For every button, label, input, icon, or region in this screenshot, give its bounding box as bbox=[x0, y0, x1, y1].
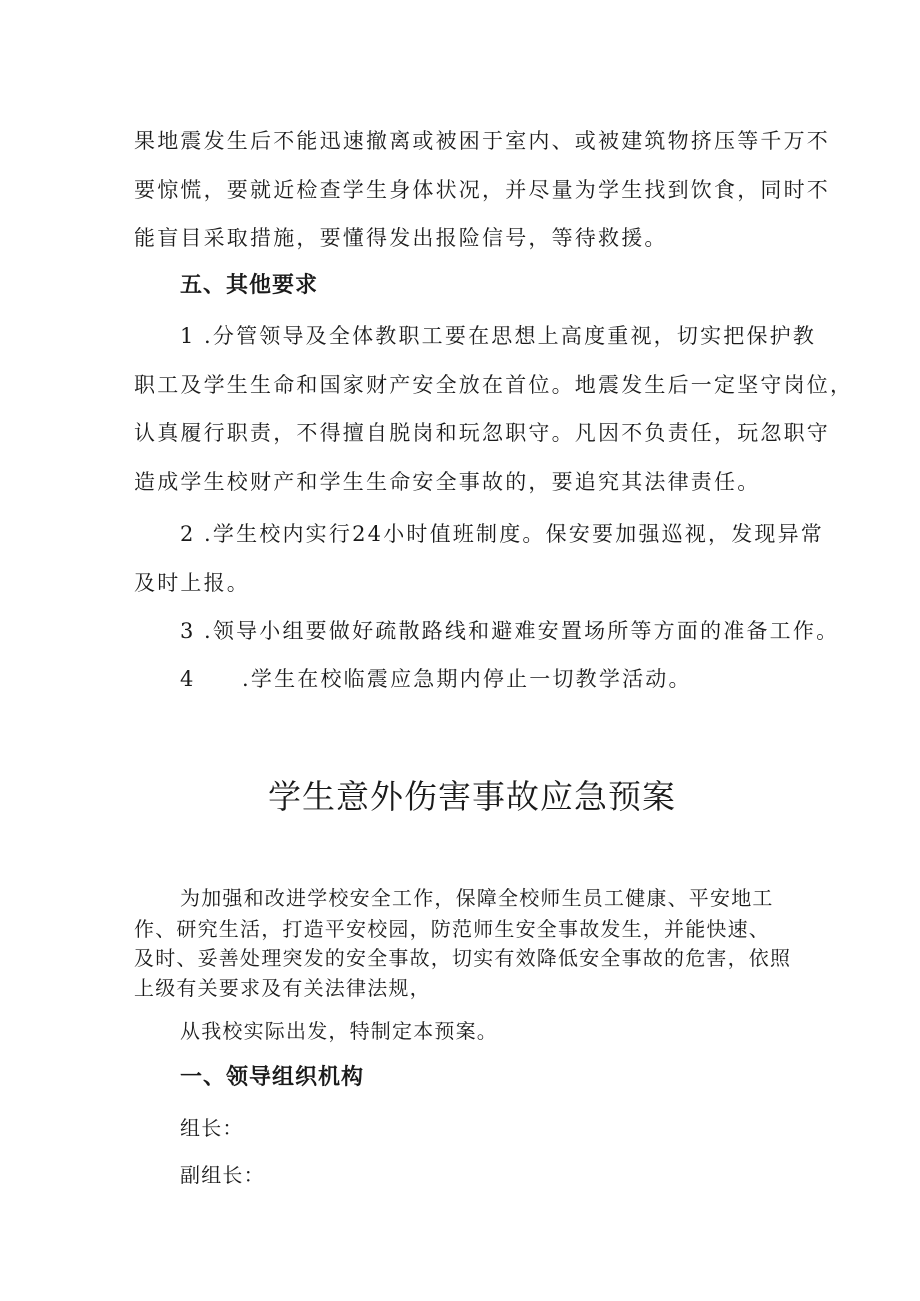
paragraph-line: 及时上报。 bbox=[134, 571, 250, 595]
paragraph-line: 能盲目采取措施，要懂得发出报险信号，等待救援。 bbox=[134, 226, 668, 250]
list-item-text: .学生校内实行24小时值班制度。保安要加强巡视，发现异常 bbox=[204, 522, 824, 546]
section-heading-other-requirements: 五、其他要求 bbox=[180, 273, 319, 298]
list-item bbox=[180, 518, 824, 548]
paragraph-line: 造成学生校财产和学生生命安全事故的，要追究其法律责任。 bbox=[134, 470, 761, 494]
paragraph-line: 果地震发生后不能迅速撤离或被困于室内、或被建筑物挤压等千万不 bbox=[134, 129, 830, 153]
list-item bbox=[180, 615, 839, 645]
list-item-number: 3 bbox=[180, 619, 196, 643]
section-heading-leadership: 一、领导组织机构 bbox=[180, 1065, 365, 1090]
document-title: 学生意外伤害事故应急预案 bbox=[268, 777, 676, 816]
paragraph-line: 及时、妥善处理突发的安全事故，切实有效降低安全事故的危害，依照 bbox=[134, 946, 792, 970]
list-item-text: .领导小组要做好疏散路线和避难安置场所等方面的准备工作。 bbox=[204, 619, 840, 643]
list-item-number: 1 bbox=[180, 324, 196, 348]
paragraph-line: 从我校实际出发，特制定本预案。 bbox=[180, 1019, 498, 1043]
paragraph-line: 要惊慌，要就近检查学生身体状况，并尽量为学生找到饮食，同时不 bbox=[134, 178, 830, 202]
deputy-leader-label: 副组长： bbox=[180, 1163, 265, 1187]
paragraph-line: 上级有关要求及有关法律法规， bbox=[134, 976, 431, 1000]
list-item-number: 4 bbox=[180, 667, 196, 691]
list-item-text: .分管领导及全体教职工要在思想上高度重视，切实把保护教 bbox=[204, 324, 817, 348]
leader-label: 组长： bbox=[180, 1116, 244, 1140]
list-item bbox=[180, 320, 816, 350]
paragraph-line: 认真履行职责，不得擅自脱岗和玩忽职守。凡因不负责任，玩忽职守 bbox=[134, 421, 830, 445]
paragraph-line: 作、研究生活，打造平安校园，防范师生安全事故发生，并能快速、 bbox=[134, 917, 770, 941]
paragraph-line: 职工及学生生命和国家财产安全放在首位。地震发生后一定坚守岗位， bbox=[134, 373, 854, 397]
list-item-text: .学生在校临震应急期内停止一切教学活动。 bbox=[242, 667, 692, 691]
list-item bbox=[180, 663, 692, 693]
paragraph-line: 为加强和改进学校安全工作，保障全校师生员工健康、平安地工 bbox=[180, 886, 774, 910]
list-item-number: 2 bbox=[180, 522, 196, 546]
